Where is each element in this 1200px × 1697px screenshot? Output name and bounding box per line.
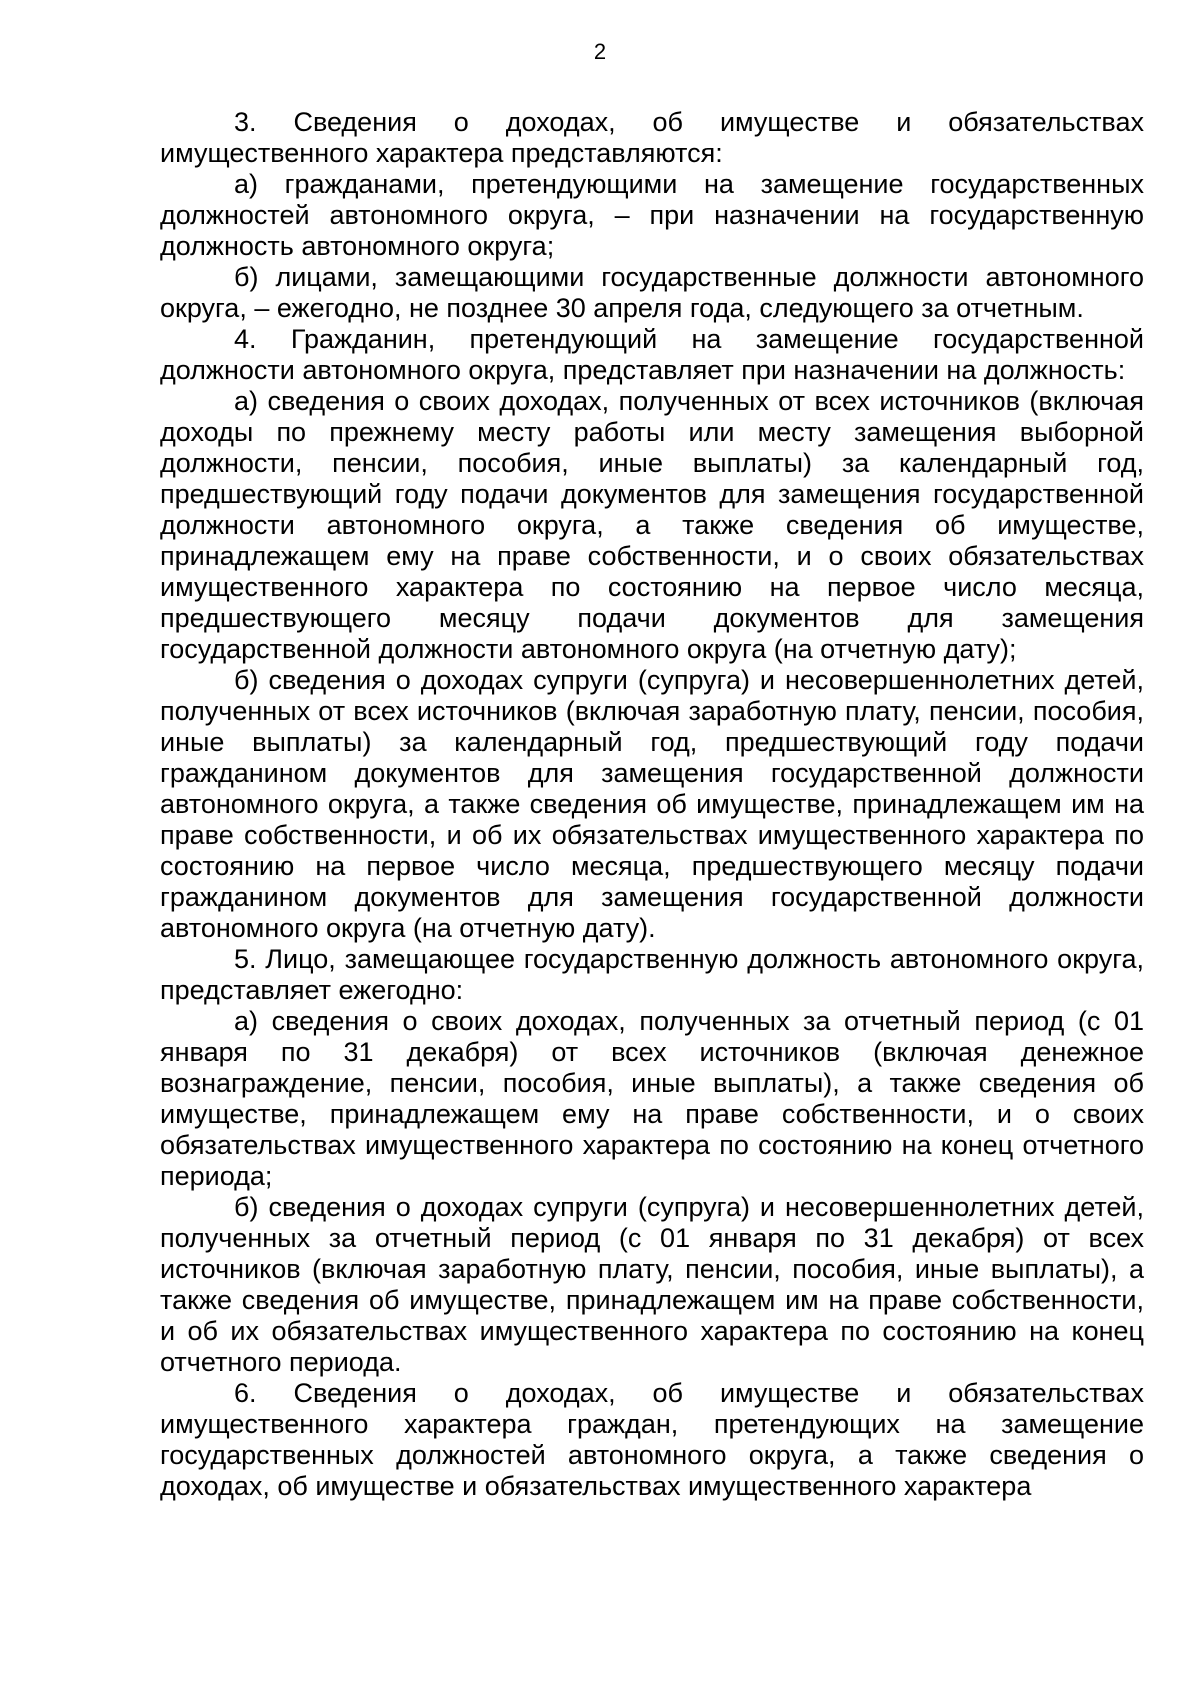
paragraph-6: 6. Сведения о доходах, об имуществе и обязательствах имущественного характера граждан, претендующих на замещение государственных должностей автономного округа, а также сведения о доходах, об имуществе и обязательствах имущественного характера [160, 1378, 1144, 1501]
paragraph-5: 5. Лицо, замещающее государственную должность автономного округа, представляет ежегодно: [160, 944, 1144, 1005]
paragraph-4a: а) сведения о своих доходах, полученных от всех источников (включая доходы по прежнему месту работы или месту замещения выборной должности, пенсии, пособия, иные выплаты) за календарный год, предшествующий году подачи документов для замещения государственной должности автономного округа, а также сведения об имуществе, принадлежащем ему на праве собственности, и о своих обязательствах имущественного характера по состоянию на первое число месяца, предшествующего месяцу подачи документов для замещения государственной должности автономного округа (на отчетную дату); [160, 386, 1144, 664]
paragraph-3: 3. Сведения о доходах, об имуществе и обязательствах имущественного характера представляются: [160, 107, 1144, 168]
paragraph-5b: б) сведения о доходах супруги (супруга) и несовершеннолетних детей, полученных за отчетный период (с 01 января по 31 декабря) от всех источников (включая заработную плату, пенсии, пособия, иные выплаты), а также сведения об имуществе, принадлежащем им на праве собственности, и об их обязательствах имущественного характера по состоянию на конец отчетного периода. [160, 1192, 1144, 1377]
paragraph-4: 4. Гражданин, претендующий на замещение государственной должности автономного округа, представляет при назначении на должность: [160, 324, 1144, 385]
paragraph-3b: б) лицами, замещающими государственные должности автономного округа, – ежегодно, не позднее 30 апреля года, следующего за отчетным. [160, 262, 1144, 323]
paragraph-4b: б) сведения о доходах супруги (супруга) и несовершеннолетних детей, полученных от всех источников (включая заработную плату, пенсии, пособия, иные выплаты) за календарный год, предшествующий году подачи гражданином документов для замещения государственной должности автономного округа, а также сведения об имуществе, принадлежащем им на праве собственности, и об их обязательствах имущественного характера по состоянию на первое число месяца, предшествующего месяцу подачи гражданином документов для замещения государственной должности автономного округа (на отчетную дату). [160, 665, 1144, 943]
page-number: 2 [593, 39, 607, 64]
document-body [160, 107, 1144, 1502]
paragraph-5a: а) сведения о своих доходах, полученных за отчетный период (с 01 января по 31 декабря) от всех источников (включая денежное вознаграждение, пенсии, пособия, иные выплаты), а также сведения об имуществе, принадлежащем ему на праве собственности, и о своих обязательствах имущественного характера по состоянию на конец отчетного периода; [160, 1006, 1144, 1191]
paragraph-3a: а) гражданами, претендующими на замещение государственных должностей автономного округа, – при назначении на государственную должность автономного округа; [160, 169, 1144, 261]
